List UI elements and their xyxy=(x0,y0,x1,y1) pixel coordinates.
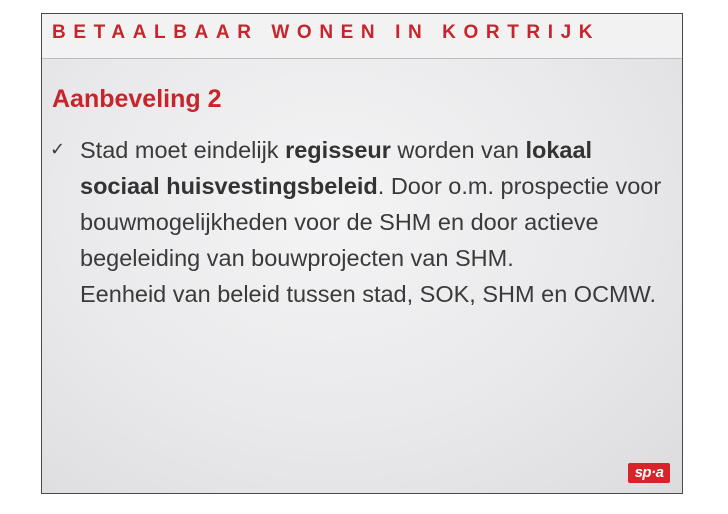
bullet-item xyxy=(50,132,665,276)
header-bar xyxy=(42,14,682,58)
header-title: BETAALBAAR WONEN IN KORTRIJK xyxy=(52,22,601,43)
slide-heading: Aanbeveling 2 xyxy=(52,85,222,113)
bullet-bold-regisseur: regisseur xyxy=(285,137,391,163)
bullet-text-before: Stad moet eindelijk xyxy=(80,137,286,163)
header-divider xyxy=(42,58,682,59)
bullet-item xyxy=(50,276,665,312)
bullet-text: Eenheid van beleid tussen stad, SOK, SHM en OCMW. xyxy=(80,281,657,307)
bullet-bold-beleid: lokaal sociaal huisvestingsbeleid xyxy=(80,137,593,199)
bullet-text-middle: worden van xyxy=(390,137,526,163)
bullet-text-after: . Door o.m. prospectie voor bouwmogelijkheden voor de SHM en door actieve begeleiding van bouwprojecten van SHM. xyxy=(80,173,662,271)
slide xyxy=(41,13,683,494)
bullet-list xyxy=(50,132,665,312)
spa-logo: sp·a xyxy=(628,463,670,483)
check-icon: ✓ xyxy=(50,139,66,160)
